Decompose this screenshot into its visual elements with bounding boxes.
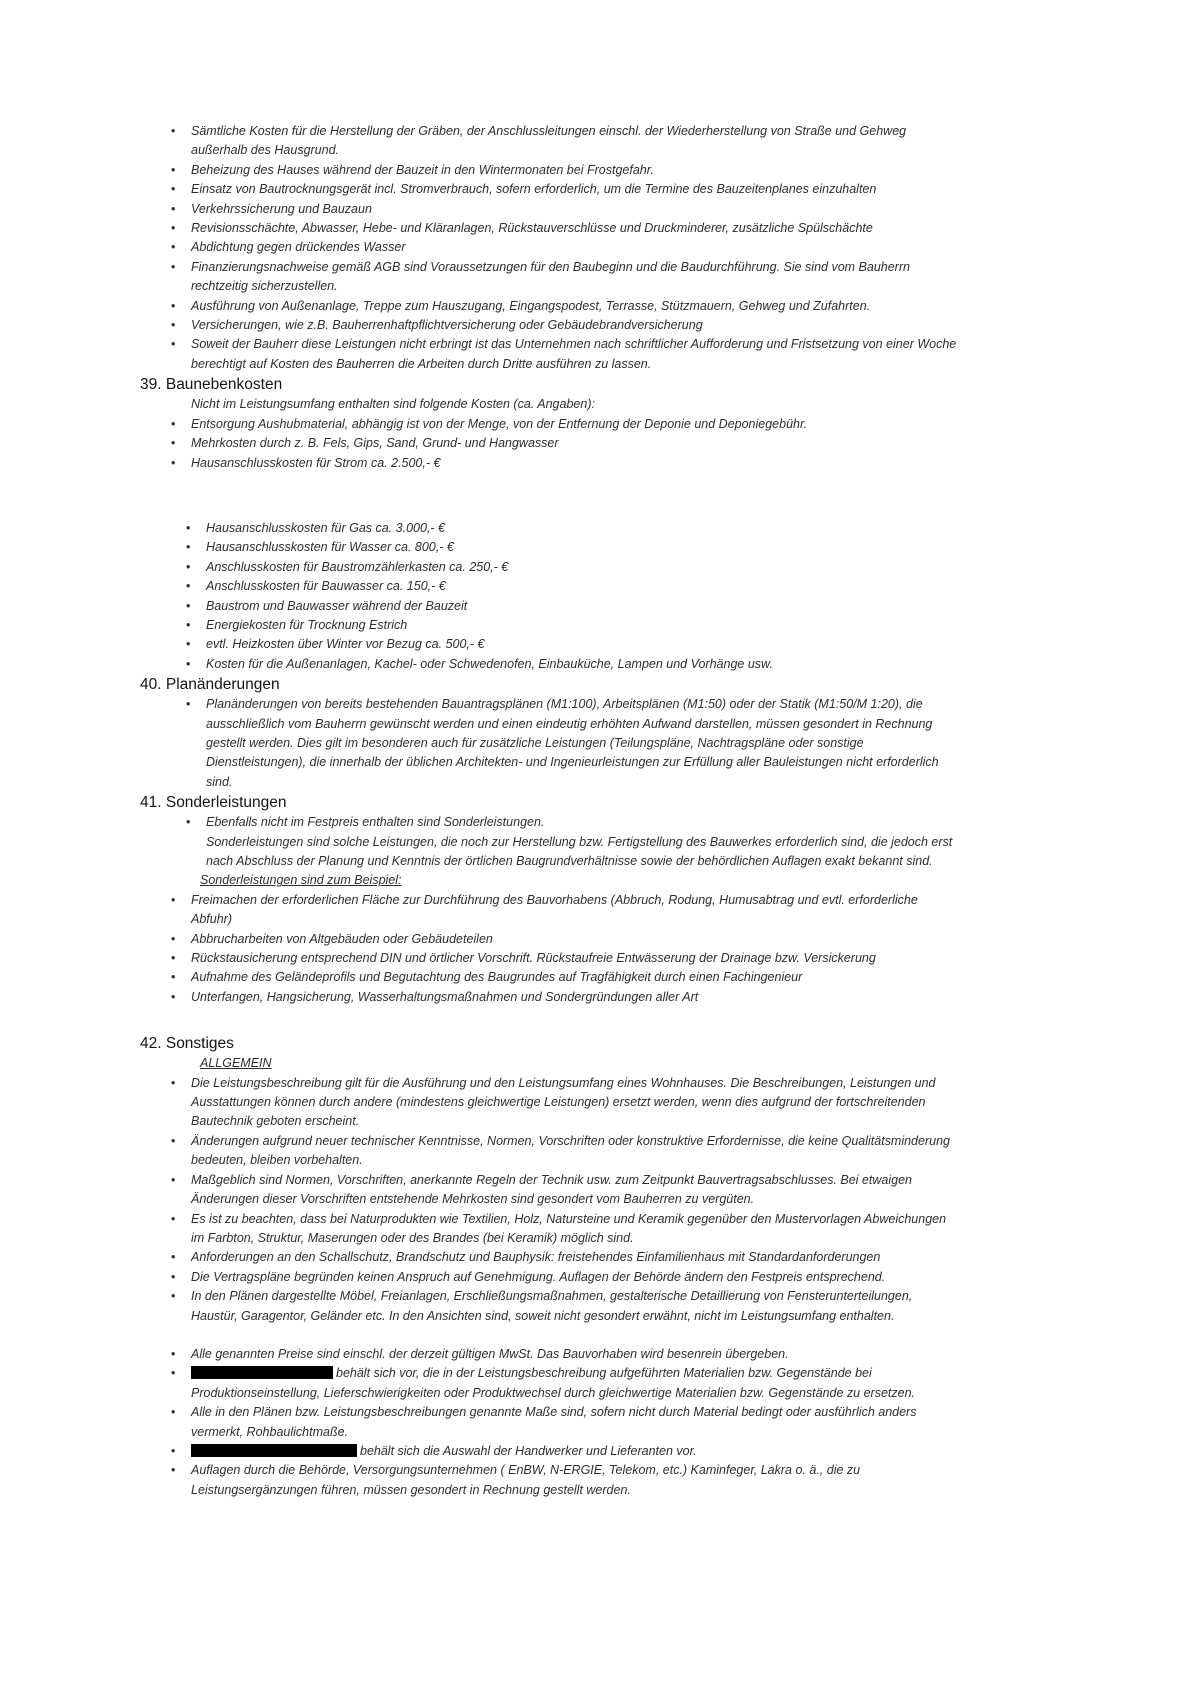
- bullet-icon: •: [186, 697, 191, 712]
- bullet-icon: •: [186, 617, 191, 632]
- list-item: [140, 161, 960, 180]
- list-item-text: Änderungen aufgrund neuer technischer Kenntnisse, Normen, Vorschriften oder konstruktive Erfordernisse, die keine Qualitätsminderung bedeuten, bleiben vorbehalten.: [191, 1133, 950, 1168]
- list-item: [140, 538, 960, 557]
- pre-section-list: [140, 122, 960, 374]
- bullet-icon: •: [186, 815, 191, 830]
- list-item: [140, 558, 960, 577]
- list-item: [140, 949, 960, 968]
- list-item-text: Es ist zu beachten, dass bei Naturprodukten wie Textilien, Holz, Natursteine und Keramik gegenüber den Mustervorlagen Abweichungen im Farbton, Struktur, Maserungen oder des Brandes (bei Keramik) möglich sind.: [191, 1211, 947, 1245]
- list-item: [140, 695, 960, 792]
- bullet-icon: •: [171, 892, 176, 907]
- section-heading: 41. Sonderleistungen: [140, 794, 287, 812]
- bullet-icon: •: [186, 540, 191, 555]
- list-item: [140, 813, 960, 832]
- list-item-text: Abdichtung gegen drückendes Wasser: [191, 240, 406, 255]
- list-item: [140, 1461, 960, 1500]
- bullet-icon: •: [186, 598, 191, 613]
- list-item-text: Alle genannten Preise sind einschl. der derzeit gültigen MwSt. Das Bauvorhaben wird besenrein übergeben.: [191, 1346, 789, 1361]
- list-item: [140, 968, 960, 987]
- bullet-icon: •: [171, 1346, 176, 1361]
- bullet-icon: •: [171, 436, 176, 451]
- list-item: [140, 1268, 960, 1287]
- list-item-text: Abbrucharbeiten von Altgebäuden oder Gebäudeteilen: [191, 931, 493, 946]
- bullet-icon: •: [186, 559, 191, 574]
- list-item-text: Anforderungen an den Schallschutz, Brandschutz und Bauphysik: freistehendes Einfamilienhaus mit Standardanforderungen: [191, 1250, 881, 1265]
- bullet-icon: •: [171, 318, 176, 333]
- list-item-text: Planänderungen von bereits bestehenden Bauantragsplänen (M1:100), Arbeitsplänen (M1:50) oder der Statik (M1:50/M 1:20), die ausschließlich vom Bauherrn gewünscht werden und einen eindeutig erhöhten Aufwand darstellen, müssen gesondert in Rechnung gestellt werden. Dies gilt im besonderen auch für zusätzliche Leistungen (Teilungspläne, Nachtragspläne oder sonstige Dienstleistungen), die innerhalb der üblichen Architekten- und Ingenieurleistungen zur Erfüllung aller Bauleistungen nicht erforderlich sind.: [206, 697, 939, 789]
- redacted-item-text: behält sich die Auswahl der Handwerker und Lieferanten vor.: [360, 1443, 697, 1458]
- list-item: [140, 434, 960, 453]
- bullet-icon: •: [171, 931, 176, 946]
- list-item-text: Beheizung des Hauses während der Bauzeit in den Wintermonaten bei Frostgefahr.: [191, 162, 654, 177]
- list-item-text: [191, 1366, 915, 1399]
- bullet-icon: •: [171, 416, 176, 431]
- bullet-icon: •: [186, 637, 191, 652]
- list-item: [140, 1442, 960, 1461]
- list-item-text: Freimachen der erforderlichen Fläche zur Durchführung des Bauvorhabens (Abbruch, Rodung, Humusabtrag und evtl. erforderliche Abfuhr): [191, 892, 918, 927]
- bullet-icon: •: [171, 1289, 176, 1304]
- list-item-text: Revisionsschächte, Abwasser, Hebe- und Kläranlagen, Rückstauverschlüsse und Druckminderer, zusätzliche Spülschächte: [191, 221, 873, 236]
- costs-sublist: [140, 519, 960, 674]
- list-item: [140, 1403, 960, 1442]
- bullet-icon: •: [171, 298, 176, 313]
- list-item-text: Ebenfalls nicht im Festpreis enthalten sind Sonderleistungen.: [206, 815, 545, 830]
- list-item-text: Aufnahme des Geländeprofils und Begutachtung des Baugrundes auf Tragfähigkeit durch einen Fachingenieur: [191, 970, 803, 985]
- list-item: [140, 1287, 960, 1326]
- bullet-icon: •: [171, 1075, 176, 1090]
- bullet-icon: •: [186, 520, 191, 535]
- bullet-icon: •: [171, 1269, 176, 1284]
- list-item: [140, 1132, 960, 1171]
- list-item-text: Hausanschlusskosten für Strom ca. 2.500,- €: [191, 455, 441, 470]
- list-item: [140, 415, 960, 434]
- list-item-text: Anschlusskosten für Bauwasser ca. 150,- €: [206, 579, 446, 594]
- bullet-icon: •: [171, 970, 176, 985]
- section-41: [140, 792, 960, 1007]
- list-item: [140, 335, 960, 374]
- list-item: [140, 577, 960, 596]
- document-page: [140, 122, 960, 1500]
- list-item-text: Baustrom und Bauwasser während der Bauzeit: [206, 598, 468, 613]
- list-item: [140, 238, 960, 257]
- bullet-icon: •: [171, 201, 176, 216]
- redacted-item-text: behält sich vor, die in der Leistungsbeschreibung aufgeführten Materialien bzw. Gegenstände bei Produktionseinstellung, Lieferschwierigkeiten oder Produktwechsel durch gleichwertige Materialien bzw. Gegenstände zu ersetzen.: [191, 1366, 916, 1400]
- list-item: [140, 200, 960, 219]
- list-item: [140, 930, 960, 949]
- list-item: [140, 258, 960, 297]
- list-item-text: [191, 1444, 697, 1458]
- subsection-heading: ALLGEMEIN: [200, 1056, 272, 1071]
- bullet-icon: •: [171, 1405, 176, 1420]
- list-item: [140, 1345, 960, 1364]
- list-item-text: Mehrkosten durch z. B. Fels, Gips, Sand, Grund- und Hangwasser: [191, 436, 559, 451]
- list-item: [140, 316, 960, 335]
- section-heading: 42. Sonstiges: [140, 1035, 234, 1053]
- list-item-text: Ausführung von Außenanlage, Treppe zum Hauszugang, Eingangspodest, Terrasse, Stützmauern, Gehweg und Zufahrten.: [191, 298, 871, 313]
- bullet-icon: •: [171, 1211, 176, 1226]
- list-item: [140, 1248, 960, 1267]
- list-item-text: Einsatz von Bautrocknungsgerät incl. Stromverbrauch, sofern erforderlich, um die Termine des Bauzeitenplanes einzuhalten: [191, 182, 877, 197]
- section-39: [140, 374, 960, 674]
- list-item: [140, 616, 960, 635]
- list-item: [140, 1364, 960, 1403]
- list-item-text: Unterfangen, Hangsicherung, Wasserhaltungsmaßnahmen und Sondergründungen aller Art: [191, 989, 699, 1004]
- list-item: [140, 891, 960, 930]
- bullet-icon: •: [171, 124, 176, 138]
- bullet-icon: •: [171, 1366, 176, 1381]
- list-item-text: Alle in den Plänen bzw. Leistungsbeschreibungen genannte Maße sind, sofern nicht durch Material bedingt oder ausführlich anders vermerkt, Rohbaulichtmaße.: [191, 1405, 917, 1439]
- list-item: [140, 1210, 960, 1249]
- list-item: [140, 219, 960, 238]
- list-item: [140, 519, 960, 538]
- list-item-text: Soweit der Bauherr diese Leistungen nicht erbringt ist das Unternehmen nach schriftlicher Aufforderung und Fristsetzung von einer Woche berechtigt auf Kosten des Bauherren die Arbeiten durch Dritte ausführen zu lassen.: [191, 337, 957, 371]
- list-item: [140, 454, 960, 473]
- section-42: [140, 1033, 960, 1500]
- list-item-continuation: Sonderleistungen sind solche Leistungen, die noch zur Herstellung bzw. Fertigstellung des Bauwerkes erforderlich sind, die jedoch erst nach Abschluss der Planung und Kenntnis der örtlichen Baugrundverhältnisse sowie der behördlichen Auflagen exakt bekannt sind.: [206, 834, 953, 868]
- list-item-text: Maßgeblich sind Normen, Vorschriften, anerkannte Regeln der Technik usw. zum Zeitpunkt Bauvertragsabschlusses. Bei etwaigen Änderungen dieser Vorschriften entstehende Mehrkosten sind gesondert vom Bauherren zu vergüten.: [191, 1172, 912, 1207]
- bullet-icon: •: [171, 337, 176, 352]
- list-item-text: Verkehrssicherung und Bauzaun: [191, 201, 372, 216]
- list-item: [140, 635, 960, 654]
- bullet-icon: •: [171, 259, 176, 274]
- list-item-text: Versicherungen, wie z.B. Bauherrenhaftpflichtversicherung oder Gebäudebrandversicherung: [191, 318, 703, 333]
- list-item-text: Kosten für die Außenanlagen, Kachel- oder Schwedenofen, Einbauküche, Lampen und Vorhänge usw.: [206, 656, 773, 671]
- bullet-icon: •: [186, 656, 191, 671]
- list-item: [140, 122, 960, 161]
- section-intro: Nicht im Leistungsumfang enthalten sind folgende Kosten (ca. Angaben):: [191, 397, 595, 412]
- section-40: [140, 674, 960, 792]
- bullet-icon: •: [171, 951, 176, 966]
- section-heading: 39. Baunebenkosten: [140, 376, 283, 394]
- list-item-text: Anschlusskosten für Baustromzählerkasten ca. 250,- €: [206, 559, 509, 574]
- list-item-text: Rückstausicherung entsprechend DIN und örtlicher Vorschrift. Rückstaufreie Entwässerung der Drainage bzw. Versickerung: [191, 951, 876, 966]
- list-item-text: In den Plänen dargestellte Möbel, Freianlagen, Erschließungsmaßnahmen, gestalterische Detaillierung von Fensterunterteilungen, Haustür, Garagentor, Geländer etc. In den Ansichten sind, soweit nicht gesondert erwähnt, nicht im Leistungsumfang enthalten.: [191, 1289, 913, 1323]
- bullet-icon: •: [171, 162, 176, 177]
- list-item: [140, 988, 960, 1007]
- bullet-icon: •: [171, 1463, 176, 1478]
- bullet-icon: •: [171, 1250, 176, 1265]
- bullet-icon: •: [171, 221, 176, 236]
- list-item-text: Entsorgung Aushubmaterial, abhängig ist von der Menge, von der Entfernung der Deponie und Deponiegebühr.: [191, 416, 808, 431]
- list-item: [140, 1171, 960, 1210]
- bullet-icon: •: [171, 455, 176, 470]
- bullet-icon: •: [171, 1133, 176, 1148]
- bullet-icon: •: [171, 1172, 176, 1187]
- list-item-text: Die Leistungsbeschreibung gilt für die Ausführung und den Leistungsumfang eines Wohnhauses. Die Beschreibungen, Leistungen und Ausstattungen können durch andere (mindestens gleichwertige Leistungen) ersetzt werden, wenn dies aufgrund der fortschreitenden Bautechnik geboten erscheint.: [191, 1075, 936, 1129]
- bullet-icon: •: [186, 579, 191, 594]
- list-item: [140, 1074, 960, 1132]
- list-item: [140, 297, 960, 316]
- section-heading: 40. Planänderungen: [140, 676, 280, 694]
- list-item: [140, 180, 960, 199]
- list-item-text: Finanzierungsnachweise gemäß AGB sind Voraussetzungen für den Baubeginn und die Baudurchführung. Sie sind vom Bauherrn rechtzeitig sicherzustellen.: [191, 259, 910, 294]
- bullet-icon: •: [171, 989, 176, 1004]
- example-label: Sonderleistungen sind zum Beispiel:: [200, 873, 402, 888]
- redaction-box: [191, 1444, 357, 1457]
- bullet-icon: •: [171, 182, 176, 197]
- list-item-text: Auflagen durch die Behörde, Versorgungsunternehmen ( EnBW, N-ERGIE, Telekom, etc.) Kaminfeger, Lakra o. ä., die zu Leistungsergänzungen führen, müssen gesondert in Rechnung gestellt werden.: [191, 1463, 861, 1497]
- bullet-icon: •: [171, 1443, 176, 1458]
- bullet-icon: •: [171, 240, 176, 255]
- list-item-text: Sämtliche Kosten für die Herstellung der Gräben, der Anschlussleitungen einschl. der Wiederherstellung von Straße und Gehweg außerhalb des Hausgrund.: [191, 124, 907, 158]
- list-item-text: Hausanschlusskosten für Gas ca. 3.000,- €: [206, 520, 446, 535]
- list-item-text: evtl. Heizkosten über Winter vor Bezug ca. 500,- €: [206, 637, 485, 652]
- list-item-text: Energiekosten für Trocknung Estrich: [206, 617, 408, 632]
- list-item: [140, 597, 960, 616]
- list-item-text: Die Vertragspläne begründen keinen Anspruch auf Genehmigung. Auflagen der Behörde ändern den Festpreis entsprechend.: [191, 1269, 886, 1284]
- redaction-box: [191, 1366, 333, 1379]
- list-item: [140, 655, 960, 674]
- list-item-text: Hausanschlusskosten für Wasser ca. 800,- €: [206, 540, 454, 555]
